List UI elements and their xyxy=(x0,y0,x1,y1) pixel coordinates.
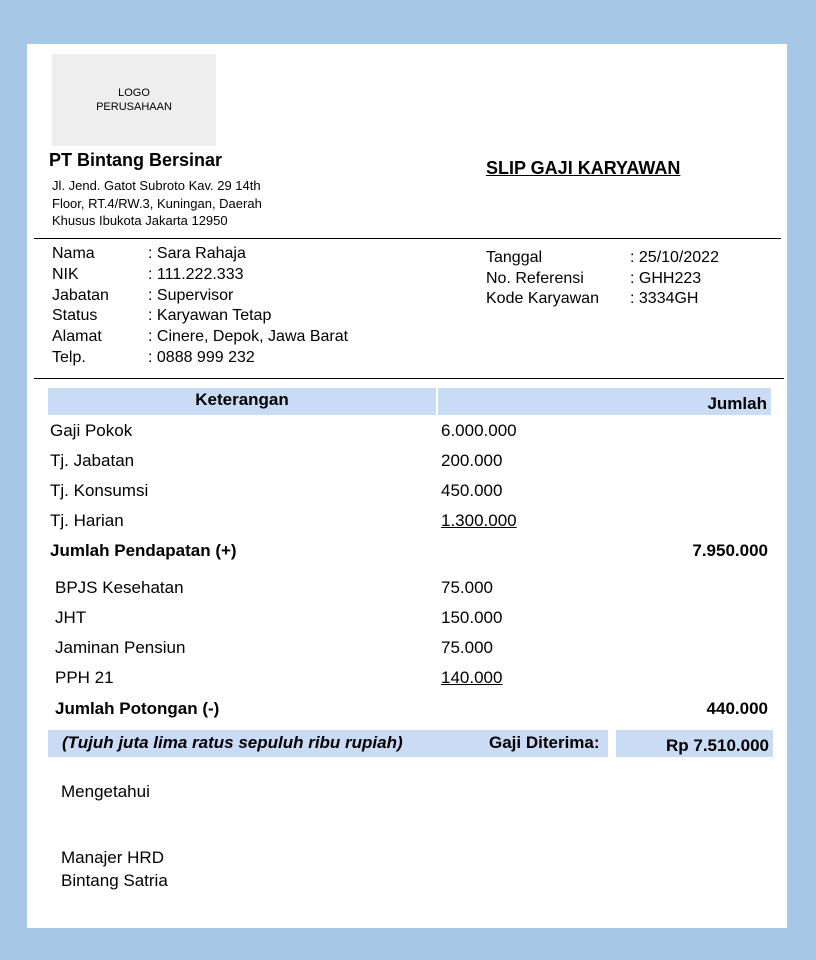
info-label: Telp. xyxy=(52,348,86,366)
income-amount: 450.000 xyxy=(441,481,503,500)
deduction-amount: 140.000 xyxy=(441,668,503,687)
income-amount: 200.000 xyxy=(441,451,503,470)
address-line: Floor, RT.4/RW.3, Kuningan, Daerah xyxy=(52,195,262,211)
info-divider xyxy=(34,378,784,379)
company-name: PT Bintang Bersinar xyxy=(49,150,223,170)
info-label: Jabatan xyxy=(52,286,109,304)
income-label: Tj. Konsumsi xyxy=(50,481,149,500)
income-amount: 1.300.000 xyxy=(441,511,517,530)
meta-row xyxy=(486,289,719,310)
company-address xyxy=(52,177,302,230)
employee-info-row xyxy=(52,286,348,307)
net-pay-in-words: (Tujuh juta lima ratus sepuluh ribu rupiah) xyxy=(62,733,403,752)
info-value: : 111.222.333 xyxy=(148,265,244,283)
info-label: NIK xyxy=(52,265,79,283)
info-value: : Sara Rahaja xyxy=(148,245,246,262)
deduction-amount: 75.000 xyxy=(441,578,493,597)
income-label: Tj. Harian xyxy=(50,511,124,530)
net-pay-label: Gaji Diterima: xyxy=(489,733,600,752)
salary-slip-page xyxy=(27,44,787,928)
info-label: Nama xyxy=(52,245,95,262)
info-value: : Supervisor xyxy=(148,286,234,304)
employee-info-row xyxy=(52,306,348,327)
income-amount: 6.000.000 xyxy=(441,421,517,440)
employee-info xyxy=(52,244,348,369)
table-header-description: Keterangan xyxy=(48,388,436,415)
info-value: : Karyawan Tetap xyxy=(148,307,272,325)
address-line: Khusus Ibukota Jakarta 12950 xyxy=(52,213,228,228)
company-logo-placeholder xyxy=(52,54,216,146)
deduction-total-label: Jumlah Potongan (-) xyxy=(55,699,220,718)
net-pay-amount: Rp 7.510.000 xyxy=(616,730,773,757)
signatory-name: Bintang Satria xyxy=(61,871,168,890)
employee-info-row xyxy=(52,244,348,265)
deduction-amount: 150.000 xyxy=(441,608,503,627)
table-header-amount: Jumlah xyxy=(438,388,771,415)
acknowledgement-label: Mengetahui xyxy=(61,782,150,801)
income-total-amount: 7.950.000 xyxy=(692,541,768,560)
info-value: : Cinere, Depok, Jawa Barat xyxy=(148,328,349,346)
logo-text-line2: PERUSAHAAN xyxy=(96,101,172,113)
slip-meta-info xyxy=(486,248,719,310)
info-label: Status xyxy=(52,307,98,325)
meta-value: : 25/10/2022 xyxy=(630,249,719,266)
deduction-label: Jaminan Pensiun xyxy=(55,638,186,657)
deduction-label: JHT xyxy=(55,608,87,627)
income-total-label: Jumlah Pendapatan (+) xyxy=(50,541,237,560)
meta-label: Kode Karyawan xyxy=(486,290,599,307)
meta-label: No. Referensi xyxy=(486,269,584,287)
logo-text-line1: LOGO xyxy=(118,87,150,99)
meta-label: Tanggal xyxy=(486,249,543,266)
info-value: : 0888 999 232 xyxy=(148,348,255,366)
info-label: Alamat xyxy=(52,328,102,346)
meta-row xyxy=(486,248,719,269)
deduction-label: PPH 21 xyxy=(55,668,114,687)
deduction-total-amount: 440.000 xyxy=(706,699,768,718)
deduction-amount: 75.000 xyxy=(441,638,493,657)
employee-info-row xyxy=(52,265,348,286)
meta-row xyxy=(486,269,719,290)
meta-value: : GHH223 xyxy=(630,269,702,287)
document-title: SLIP GAJI KARYAWAN xyxy=(486,158,681,178)
employee-info-row xyxy=(52,327,348,348)
header-divider xyxy=(34,238,781,239)
employee-info-row xyxy=(52,348,348,369)
signatory-role: Manajer HRD xyxy=(61,848,164,867)
income-label: Tj. Jabatan xyxy=(50,451,135,470)
deduction-label: BPJS Kesehatan xyxy=(55,578,184,597)
address-line: Jl. Jend. Gatot Subroto Kav. 29 14th xyxy=(52,178,261,193)
meta-value: : 3334GH xyxy=(630,290,699,307)
income-label: Gaji Pokok xyxy=(50,421,133,440)
